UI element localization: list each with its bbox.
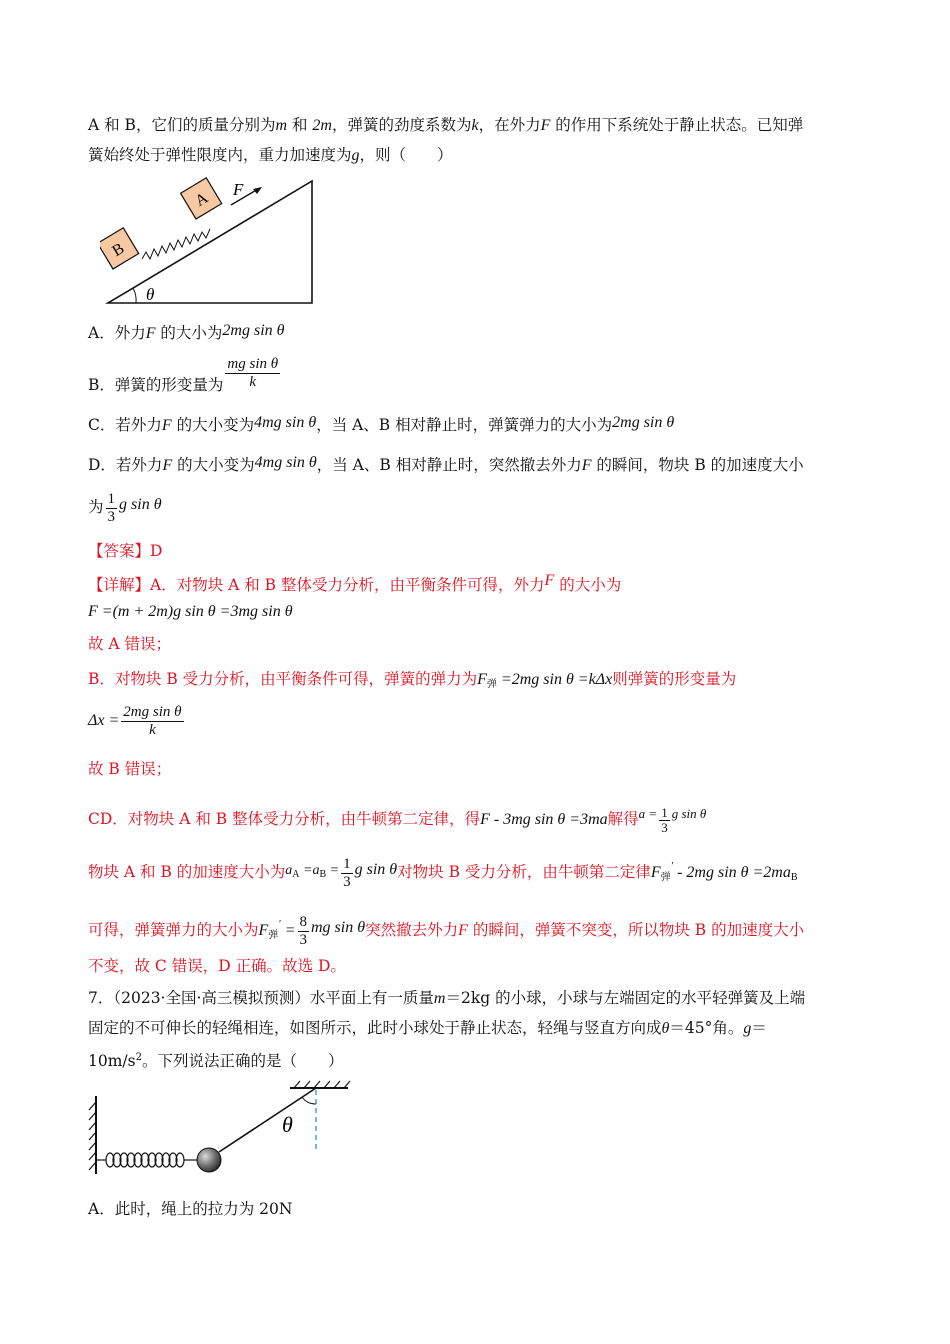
horizontal-spring xyxy=(96,1153,198,1167)
block-B xyxy=(100,228,139,269)
option-B: B．弹簧的形变量为 $\frac{\text{mg sin θ}}{k}$ xyxy=(88,356,279,394)
problem7-option-A: A．此时，绳上的拉力为 20N xyxy=(88,1200,293,1218)
detail-A-line: 【详解】A．对物块 A 和 B 整体受力分析，由平衡条件可得，外力F 的大小为 xyxy=(88,572,622,594)
angle-arc xyxy=(133,288,136,303)
theta-label: θ xyxy=(146,285,155,304)
detail-CD-line4: 不变，故 C 错误，D 正确。故选 D。 xyxy=(88,957,346,975)
problem7-stem-line3: $10m/s^2$。下列说法正确的是（ ） xyxy=(88,1052,344,1070)
rope xyxy=(219,1088,316,1152)
angle-arc xyxy=(302,1097,316,1104)
svg-text:A: A xyxy=(192,189,212,211)
problem6-stem-line2: 簧始终处于弹性限度内，重力加速度为g，则（ ） xyxy=(88,146,453,164)
ball xyxy=(197,1148,221,1172)
force-label: F xyxy=(233,180,244,199)
answer-label: 【答案】D xyxy=(88,542,163,560)
option-A: A．外力F 的大小为2mg sin θ xyxy=(88,322,285,342)
detail-B-conclusion: 故 B 错误； xyxy=(88,760,172,778)
spring xyxy=(142,229,210,259)
problem6-stem-line1: A 和 B，它们的质量分别为m 和 2m，弹簧的劲度系数为k，在外力F 的作用下系统处于静止状态。已知弹 xyxy=(88,116,804,134)
detail-B-equation: Δx = $\frac{\text{2mg sin θ}}{k}$ xyxy=(88,703,182,738)
option-C: C．若外力F 的大小变为4mg sin θ，当 A、B 相对静止时，弹簧弹力的大小为2mg sin θ xyxy=(88,414,675,434)
detail-CD-line2: 物块 A 和 B 的加速度大小为$a_A =a_B$ = $\frac{1}{3}$ g sin θ对物块 B 受力分析，由牛顿第二定律$F_弹' - 2mg$ $\sin \theta =2ma_B$ xyxy=(88,855,798,890)
detail-B-line: B．对物块 B 受力分析，由平衡条件可得，弹簧的弹力为$F_弹 =2mg$ sin θ =kΔx则弹簧的形变量为 xyxy=(88,670,737,690)
detail-A-equation: F =(m + 2m)g sin θ =3mg sin θ xyxy=(88,603,293,620)
incline-figure xyxy=(100,175,330,310)
option-D-line2: 为 $\frac{1}{3}$ g sin θ xyxy=(88,490,162,525)
svg-text:B: B xyxy=(109,240,128,261)
theta-label: θ xyxy=(282,1112,293,1137)
detail-CD-line3: 可得，弹簧弹力的大小为$F_弹'$ = $\frac{8}{3}$ mg sin θ突然撤去外力F 的瞬间，弹簧不突变，所以物块 B 的加速度大小 xyxy=(88,913,805,948)
block-A xyxy=(181,178,222,219)
problem7-stem-line1: 7．（2023·全国·高三模拟预测）水平面上有一质量m＝2kg 的小球，小球与左端固定的水平轻弹簧及上端 xyxy=(88,989,806,1007)
spring-ball-figure xyxy=(86,1078,356,1178)
detail-A-conclusion: 故 A 错误； xyxy=(88,635,172,653)
option-D-line1: D．若外力F 的大小变为4mg sin θ，当 A、B 相对静止时，突然撤去外力F 的瞬间，物块 B 的加速度大小 xyxy=(88,454,804,474)
problem7-stem-line2: 固定的不可伸长的轻绳相连，如图所示，此时小球处于静止状态，轻绳与竖直方向成θ＝45°角。g＝ xyxy=(88,1019,767,1037)
detail-CD-line1: CD．对物块 A 和 B 整体受力分析，由牛顿第二定律，得F - 3mg sin θ =3ma解得$^{a =}$ $\frac{1}{3}$ $^{g sin \theta}$ xyxy=(88,804,707,835)
